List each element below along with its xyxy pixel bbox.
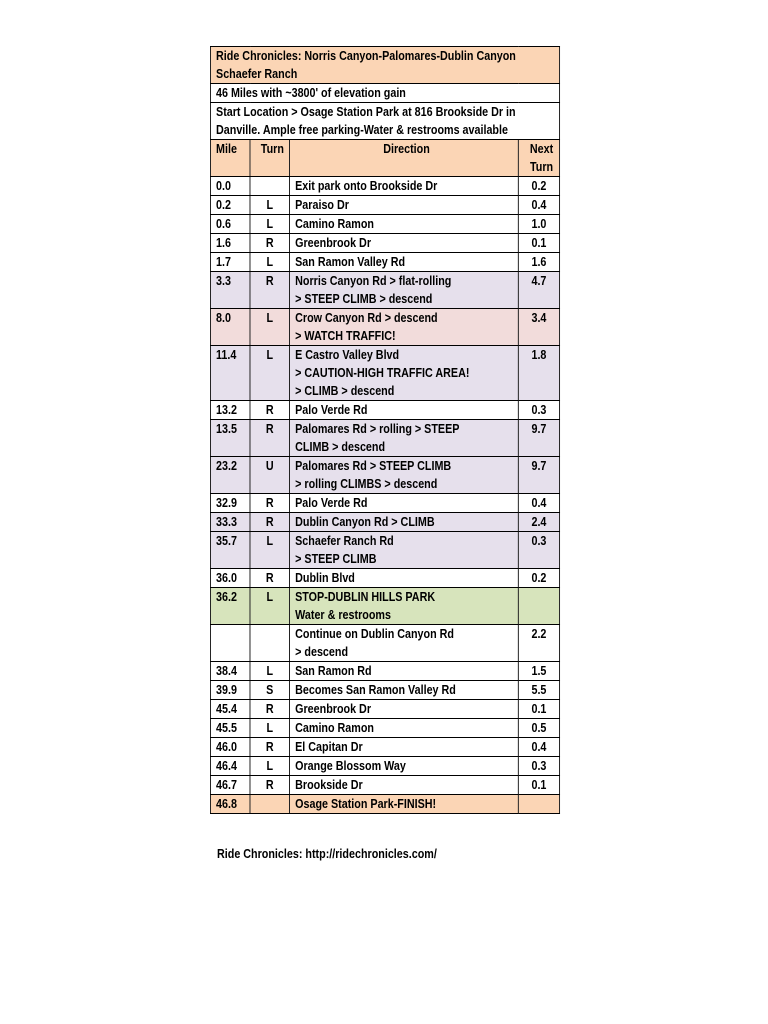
- direction-line: Dublin Blvd: [295, 571, 355, 585]
- cell-next-turn: [518, 795, 559, 814]
- cell-next-turn: [518, 588, 559, 625]
- cell-direction: [290, 513, 519, 532]
- cell-mile: 0.6: [210, 215, 250, 234]
- direction-line: Palomares Rd > STEEP CLIMB: [295, 459, 452, 473]
- cell-next-turn: 9.7: [518, 420, 559, 457]
- cell-direction: [290, 700, 519, 719]
- cell-turn: L: [250, 215, 290, 234]
- cell-mile: 38.4: [210, 662, 250, 681]
- column-header-direction: Direction: [290, 140, 519, 177]
- footer-credit: Ride Chronicles: http://ridechronicles.com/: [217, 847, 437, 861]
- cell-next-turn: 3.4: [518, 309, 559, 346]
- direction-line: CLIMB > descend: [295, 440, 386, 454]
- cell-turn: R: [250, 401, 290, 420]
- cell-next-turn: 0.2: [518, 569, 559, 588]
- cell-turn: L: [250, 532, 290, 569]
- cell-turn: [250, 177, 290, 196]
- table-row: [210, 719, 559, 738]
- cell-mile: 46.4: [210, 757, 250, 776]
- direction-line: Exit park onto Brookside Dr: [295, 179, 438, 193]
- table-row: [210, 346, 559, 401]
- cell-next-turn: 9.7: [518, 457, 559, 494]
- cell-next-turn: 0.5: [518, 719, 559, 738]
- table-row: [210, 401, 559, 420]
- cell-turn: [250, 625, 290, 662]
- cell-turn: R: [250, 513, 290, 532]
- cell-direction: [290, 719, 519, 738]
- table-row: [210, 569, 559, 588]
- direction-line: Continue on Dublin Canyon Rd: [295, 627, 454, 641]
- direction-line: Greenbrook Dr: [295, 702, 372, 716]
- cell-turn: L: [250, 309, 290, 346]
- cell-next-turn: 2.2: [518, 625, 559, 662]
- cell-mile: 36.0: [210, 569, 250, 588]
- direction-line: Dublin Canyon Rd > CLIMB: [295, 515, 435, 529]
- table-row: [210, 457, 559, 494]
- cell-turn: R: [250, 234, 290, 253]
- cell-turn: L: [250, 662, 290, 681]
- cell-turn: R: [250, 569, 290, 588]
- cell-direction: [290, 532, 519, 569]
- cell-mile: 35.7: [210, 532, 250, 569]
- cell-direction: [290, 346, 519, 401]
- cell-next-turn: 0.1: [518, 700, 559, 719]
- ride-title: Ride Chronicles: Norris Canyon-Palomares-Dublin Canyon Schaefer Ranch: [210, 47, 559, 84]
- cell-direction: [290, 272, 519, 309]
- cell-next-turn: 0.3: [518, 532, 559, 569]
- table-row: [210, 662, 559, 681]
- cell-turn: L: [250, 757, 290, 776]
- table-row: [210, 757, 559, 776]
- direction-line: > rolling CLIMBS > descend: [295, 477, 438, 491]
- direction-line: STOP-DUBLIN HILLS PARK: [295, 590, 436, 604]
- table-row: [210, 196, 559, 215]
- cell-mile: 39.9: [210, 681, 250, 700]
- cell-mile: 0.0: [210, 177, 250, 196]
- cell-next-turn: 1.5: [518, 662, 559, 681]
- direction-line: Norris Canyon Rd > flat-rolling: [295, 274, 452, 288]
- column-header-next-turn: Next Turn: [518, 140, 559, 177]
- cell-turn: [250, 795, 290, 814]
- cell-turn: R: [250, 738, 290, 757]
- cell-mile: 0.2: [210, 196, 250, 215]
- cell-mile: 46.0: [210, 738, 250, 757]
- table-row: [210, 776, 559, 795]
- cell-mile: 32.9: [210, 494, 250, 513]
- direction-line: Schaefer Ranch Rd: [295, 534, 394, 548]
- table-row: [210, 309, 559, 346]
- direction-line: > CLIMB > descend: [295, 384, 395, 398]
- cell-turn: R: [250, 494, 290, 513]
- cell-mile: 23.2: [210, 457, 250, 494]
- table-row: [210, 177, 559, 196]
- cell-next-turn: 0.3: [518, 757, 559, 776]
- cell-turn: S: [250, 681, 290, 700]
- cell-next-turn: 1.0: [518, 215, 559, 234]
- start-location-row: [210, 103, 559, 140]
- cell-direction: [290, 662, 519, 681]
- direction-line: San Ramon Valley Rd: [295, 255, 406, 269]
- cell-direction: [290, 588, 519, 625]
- cell-turn: R: [250, 776, 290, 795]
- direction-line: San Ramon Rd: [295, 664, 372, 678]
- cell-turn: L: [250, 196, 290, 215]
- cell-direction: [290, 457, 519, 494]
- direction-line: Osage Station Park-FINISH!: [295, 797, 437, 811]
- direction-line: > STEEP CLIMB > descend: [295, 292, 433, 306]
- cell-turn: L: [250, 253, 290, 272]
- cell-direction: [290, 234, 519, 253]
- cell-mile: 3.3: [210, 272, 250, 309]
- table-row: [210, 420, 559, 457]
- cell-next-turn: 4.7: [518, 272, 559, 309]
- direction-line: Paraiso Dr: [295, 198, 349, 212]
- cell-mile: 13.2: [210, 401, 250, 420]
- table-row: [210, 681, 559, 700]
- summary-row: [210, 84, 559, 103]
- column-header-row: [210, 140, 559, 177]
- direction-line: Camino Ramon: [295, 721, 374, 735]
- cell-mile: 46.8: [210, 795, 250, 814]
- cell-turn: L: [250, 588, 290, 625]
- direction-line: Greenbrook Dr: [295, 236, 372, 250]
- direction-line: Brookside Dr: [295, 778, 363, 792]
- cell-next-turn: 0.4: [518, 738, 559, 757]
- cell-mile: 46.7: [210, 776, 250, 795]
- table-row: [210, 513, 559, 532]
- cell-next-turn: 5.5: [518, 681, 559, 700]
- cell-next-turn: 2.4: [518, 513, 559, 532]
- direction-line: E Castro Valley Blvd: [295, 348, 400, 362]
- cell-direction: [290, 196, 519, 215]
- cue-sheet-table: [210, 46, 560, 814]
- cell-direction: [290, 776, 519, 795]
- cell-direction: [290, 757, 519, 776]
- direction-line: > WATCH TRAFFIC!: [295, 329, 396, 343]
- title-row: [210, 47, 559, 84]
- cell-direction: [290, 494, 519, 513]
- cell-mile: 45.4: [210, 700, 250, 719]
- cell-direction: [290, 177, 519, 196]
- cell-next-turn: 0.3: [518, 401, 559, 420]
- cell-direction: [290, 569, 519, 588]
- cue-rows: [210, 177, 559, 814]
- table-row: [210, 588, 559, 625]
- cell-direction: [290, 253, 519, 272]
- direction-line: Becomes San Ramon Valley Rd: [295, 683, 456, 697]
- start-location: Start Location > Osage Station Park at 816 Brookside Dr in Danville. Ample free parking-Water & restrooms available: [210, 103, 559, 140]
- direction-line: Palo Verde Rd: [295, 403, 368, 417]
- table-row: [210, 234, 559, 253]
- cell-mile: 45.5: [210, 719, 250, 738]
- table-row: [210, 253, 559, 272]
- cell-direction: [290, 420, 519, 457]
- direction-line: Water & restrooms: [295, 608, 391, 622]
- cell-mile: 1.7: [210, 253, 250, 272]
- cell-mile: 13.5: [210, 420, 250, 457]
- cell-next-turn: 0.4: [518, 196, 559, 215]
- direction-line: > descend: [295, 645, 349, 659]
- cell-mile: 8.0: [210, 309, 250, 346]
- table-row: [210, 532, 559, 569]
- cell-direction: [290, 309, 519, 346]
- cell-direction: [290, 795, 519, 814]
- direction-line: Crow Canyon Rd > descend: [295, 311, 438, 325]
- cell-direction: [290, 215, 519, 234]
- cell-turn: R: [250, 700, 290, 719]
- cell-next-turn: 1.8: [518, 346, 559, 401]
- cell-next-turn: 1.6: [518, 253, 559, 272]
- cell-mile: 33.3: [210, 513, 250, 532]
- cell-next-turn: 0.4: [518, 494, 559, 513]
- cell-direction: [290, 738, 519, 757]
- cell-mile: 11.4: [210, 346, 250, 401]
- table-row: [210, 738, 559, 757]
- cell-next-turn: 0.1: [518, 776, 559, 795]
- cell-direction: [290, 625, 519, 662]
- cell-turn: R: [250, 272, 290, 309]
- table-row: [210, 795, 559, 814]
- table-row: [210, 625, 559, 662]
- table-row: [210, 494, 559, 513]
- ride-summary: 46 Miles with ~3800' of elevation gain: [210, 84, 559, 103]
- cell-direction: [290, 401, 519, 420]
- cell-direction: [290, 681, 519, 700]
- cell-next-turn: 0.1: [518, 234, 559, 253]
- cell-mile: [210, 625, 250, 662]
- cell-turn: L: [250, 346, 290, 401]
- column-header-turn: Turn: [250, 140, 290, 177]
- direction-line: El Capitan Dr: [295, 740, 363, 754]
- cell-next-turn: 0.2: [518, 177, 559, 196]
- table-row: [210, 215, 559, 234]
- direction-line: Orange Blossom Way: [295, 759, 406, 773]
- direction-line: > STEEP CLIMB: [295, 552, 377, 566]
- direction-line: > CAUTION-HIGH TRAFFIC AREA!: [295, 366, 470, 380]
- table-row: [210, 700, 559, 719]
- cell-turn: U: [250, 457, 290, 494]
- cell-mile: 1.6: [210, 234, 250, 253]
- column-header-mile: Mile: [210, 140, 250, 177]
- cell-turn: L: [250, 719, 290, 738]
- table-row: [210, 272, 559, 309]
- direction-line: Palo Verde Rd: [295, 496, 368, 510]
- direction-line: Camino Ramon: [295, 217, 374, 231]
- direction-line: Palomares Rd > rolling > STEEP: [295, 422, 460, 436]
- cell-mile: 36.2: [210, 588, 250, 625]
- cell-turn: R: [250, 420, 290, 457]
